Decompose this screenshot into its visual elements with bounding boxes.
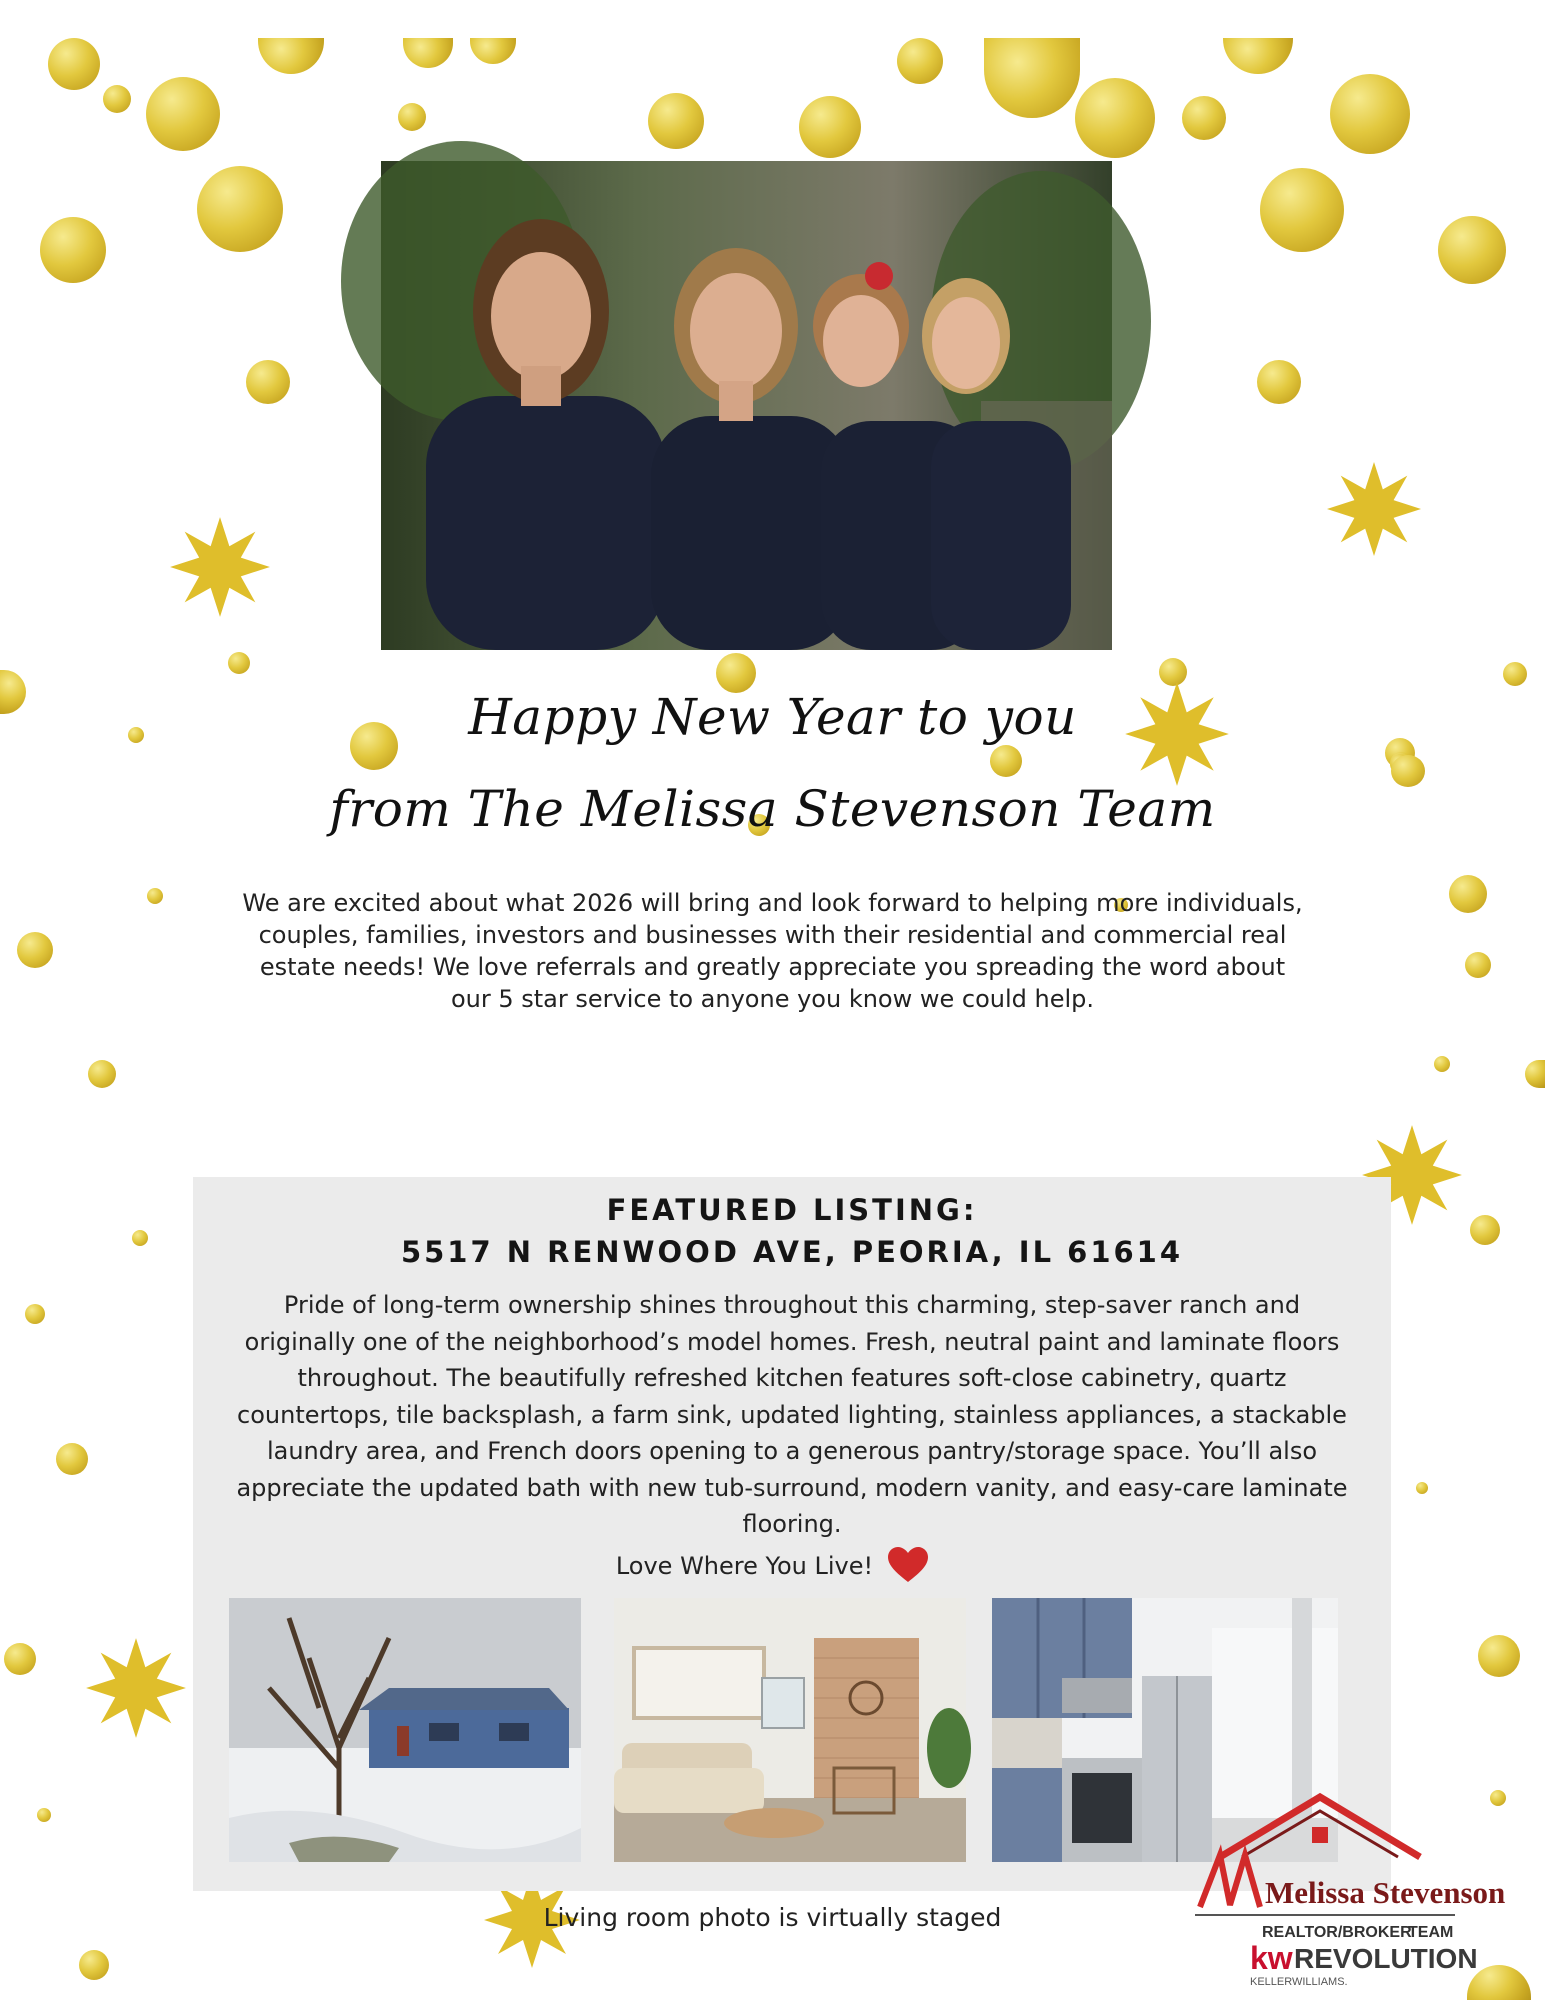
- listing-description: Pride of long-term ownership shines throughout this charming, step-saver ranch and originally one of the neighborhood’s model homes. Fresh, neutral paint and laminate floors throughout. The beautifully refreshed kitchen features soft-close cabinetry, quartz countertops, tile backsplash, a farm sink, updated lighting, stainless appliances, a stackable laundry area, and French doors opening to a generous pantry/storage space. You’ll also appreciate the updated bath with new tub-surround, modern vanity, and easy-care laminate flooring.: [236, 1291, 1348, 1538]
- star-icon: [168, 515, 272, 619]
- exterior-photo: [229, 1598, 581, 1862]
- star-icon: [84, 1636, 188, 1740]
- greeting-line-2: from The Melissa Stevenson Team: [329, 780, 1216, 838]
- intro-paragraph: We are excited about what 2026 will bring and look forward to helping more individuals, couples, families, investors and businesses with their residential and commercial real estate needs! We love referrals and greatly appreciate you spreading the word about our 5 star service to anyone you know we could help.: [242, 889, 1303, 1013]
- living-room-photo: [614, 1598, 966, 1862]
- listing-address: 5517 N RENWOOD AVE, PEORIA, IL 61614: [400, 1235, 1184, 1269]
- company-logo: [1190, 1795, 1506, 1995]
- greeting-line-1: Happy New Year to you: [468, 688, 1077, 746]
- logo-name: Melissa Stevenson: [1265, 1875, 1506, 1910]
- logo-role: REALTOR/BROKER: [1262, 1924, 1412, 1941]
- star-icon: [1325, 460, 1423, 558]
- logo-brokerage: KELLERWILLIAMS.: [1250, 1976, 1348, 1988]
- listing-heading: FEATURED LISTING:: [606, 1193, 978, 1227]
- logo-brand-name: REVOLUTION: [1294, 1943, 1478, 1974]
- tagline-text: Love Where You Live!: [615, 1552, 874, 1580]
- logo-team: TEAM: [1408, 1924, 1454, 1941]
- footer-note: Living room photo is virtually staged: [543, 1903, 1002, 1932]
- logo-brand-mark: kw: [1250, 1940, 1293, 1976]
- tagline: [0, 1546, 1545, 1584]
- team-photo: [381, 161, 1112, 650]
- heart-icon: [887, 1546, 929, 1584]
